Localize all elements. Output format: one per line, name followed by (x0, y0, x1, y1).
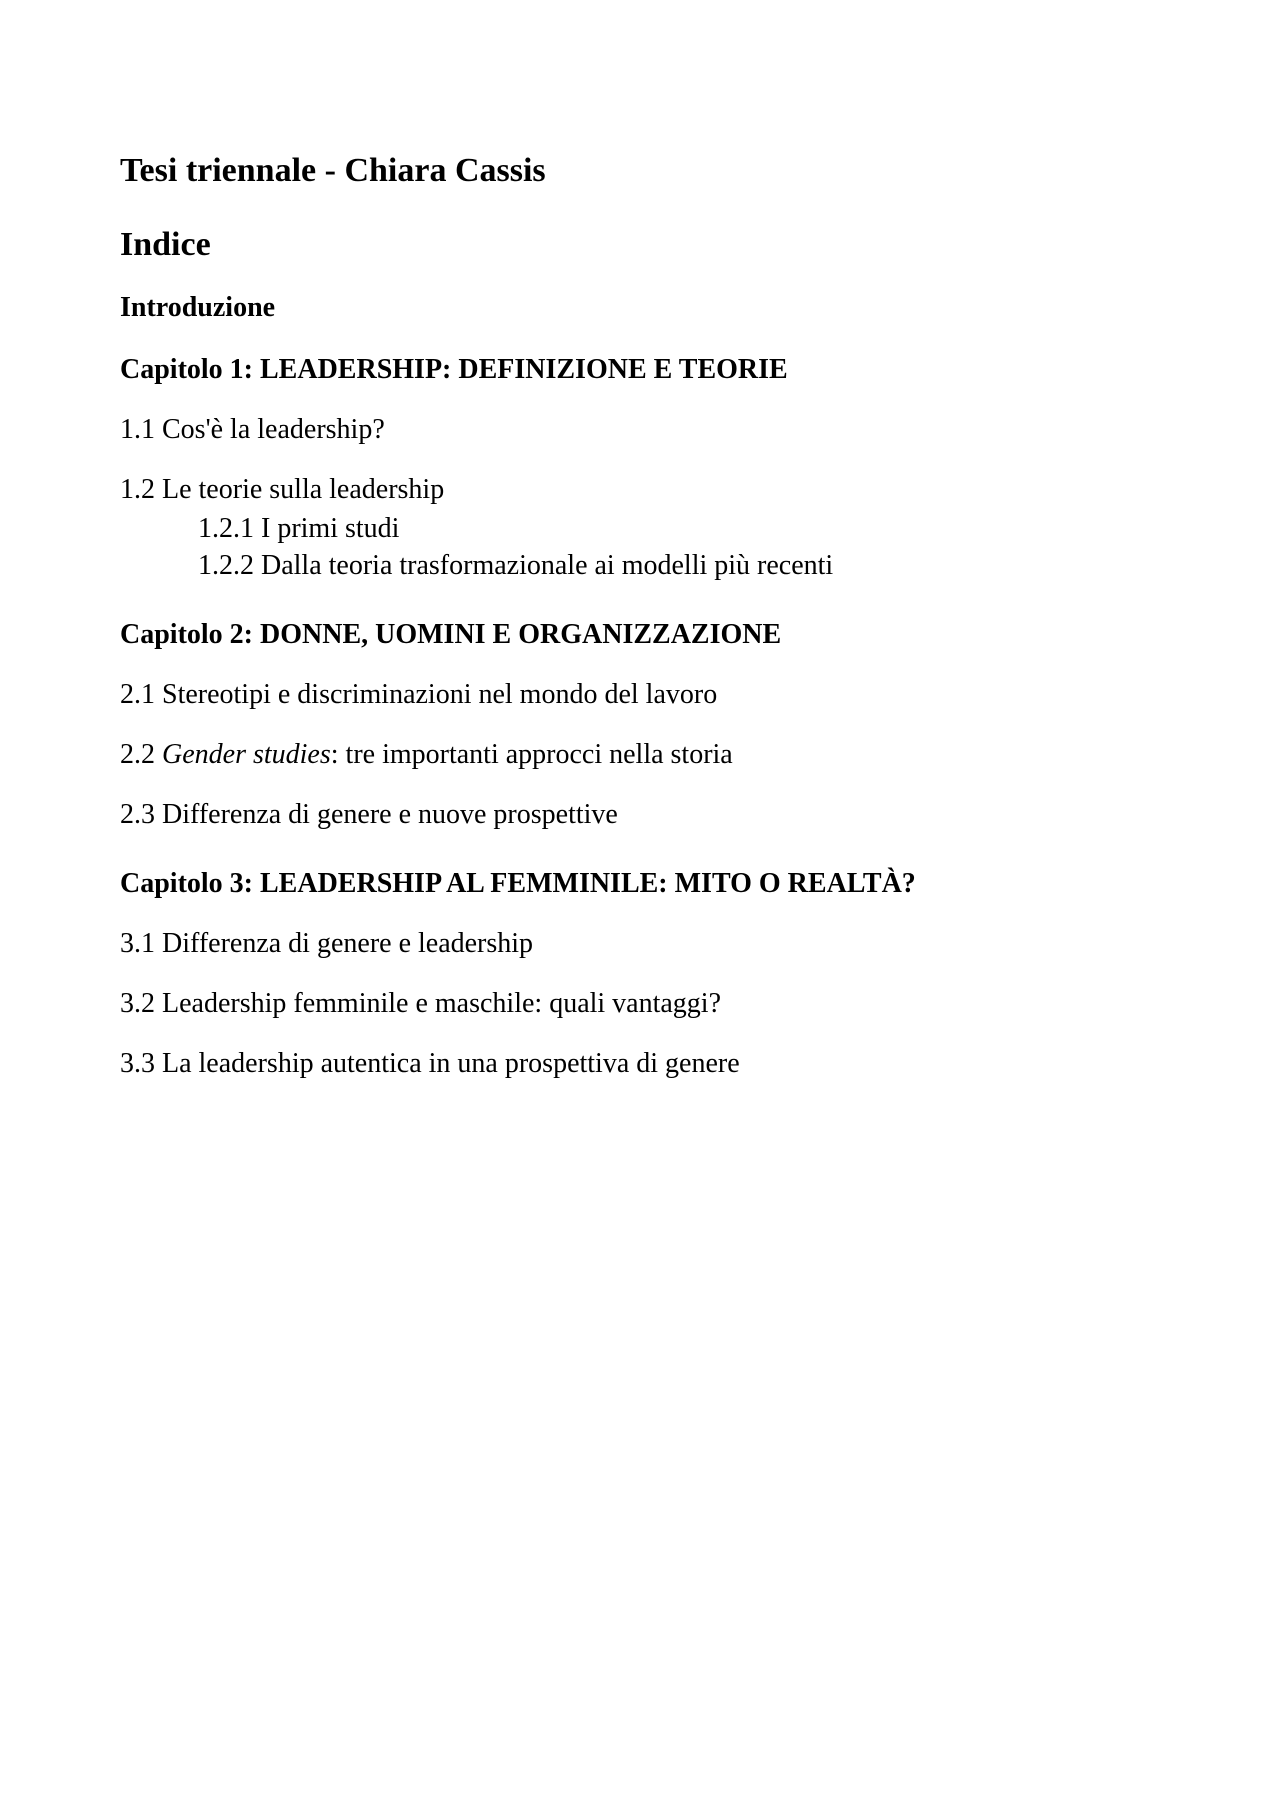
toc-chapter-1: Capitolo 1: LEADERSHIP: DEFINIZIONE E TEORIE (120, 354, 788, 385)
toc-chapter-3: Capitolo 3: LEADERSHIP AL FEMMINILE: MITO O REALTÀ? (120, 868, 916, 899)
toc-introduction: Introduzione (120, 292, 276, 323)
toc-section-1-1: 1.1 Cos'è la leadership? (120, 414, 385, 445)
toc-section-3-1: 3.1 Differenza di genere e leadership (120, 928, 534, 959)
toc-section-1-2: 1.2 Le teorie sulla leadership (120, 474, 445, 505)
toc-chapter-2: Capitolo 2: DONNE, UOMINI E ORGANIZZAZIONE (120, 619, 782, 650)
document-title: Tesi triennale - Chiara Cassis (120, 152, 546, 189)
toc-subsection-1-2-1: 1.2.1 I primi studi (198, 513, 400, 544)
toc-section-2-2 (120, 741, 733, 769)
toc-heading: Indice (120, 226, 211, 263)
toc-section-2-1: 2.1 Stereotipi e discriminazioni nel mondo del lavoro (120, 679, 718, 710)
toc-section-2-3: 2.3 Differenza di genere e nuove prospettive (120, 799, 618, 830)
toc-section-2-2-italic: Gender studies (162, 739, 331, 770)
toc-section-3-2: 3.2 Leadership femminile e maschile: quali vantaggi? (120, 988, 722, 1019)
toc-section-2-2-number: 2.2 (120, 739, 155, 770)
toc-section-3-3: 3.3 La leadership autentica in una prospettiva di genere (120, 1048, 740, 1079)
toc-subsection-1-2-2: 1.2.2 Dalla teoria trasformazionale ai modelli più recenti (198, 550, 834, 581)
toc-section-2-2-rest: : tre importanti approcci nella storia (330, 739, 733, 770)
